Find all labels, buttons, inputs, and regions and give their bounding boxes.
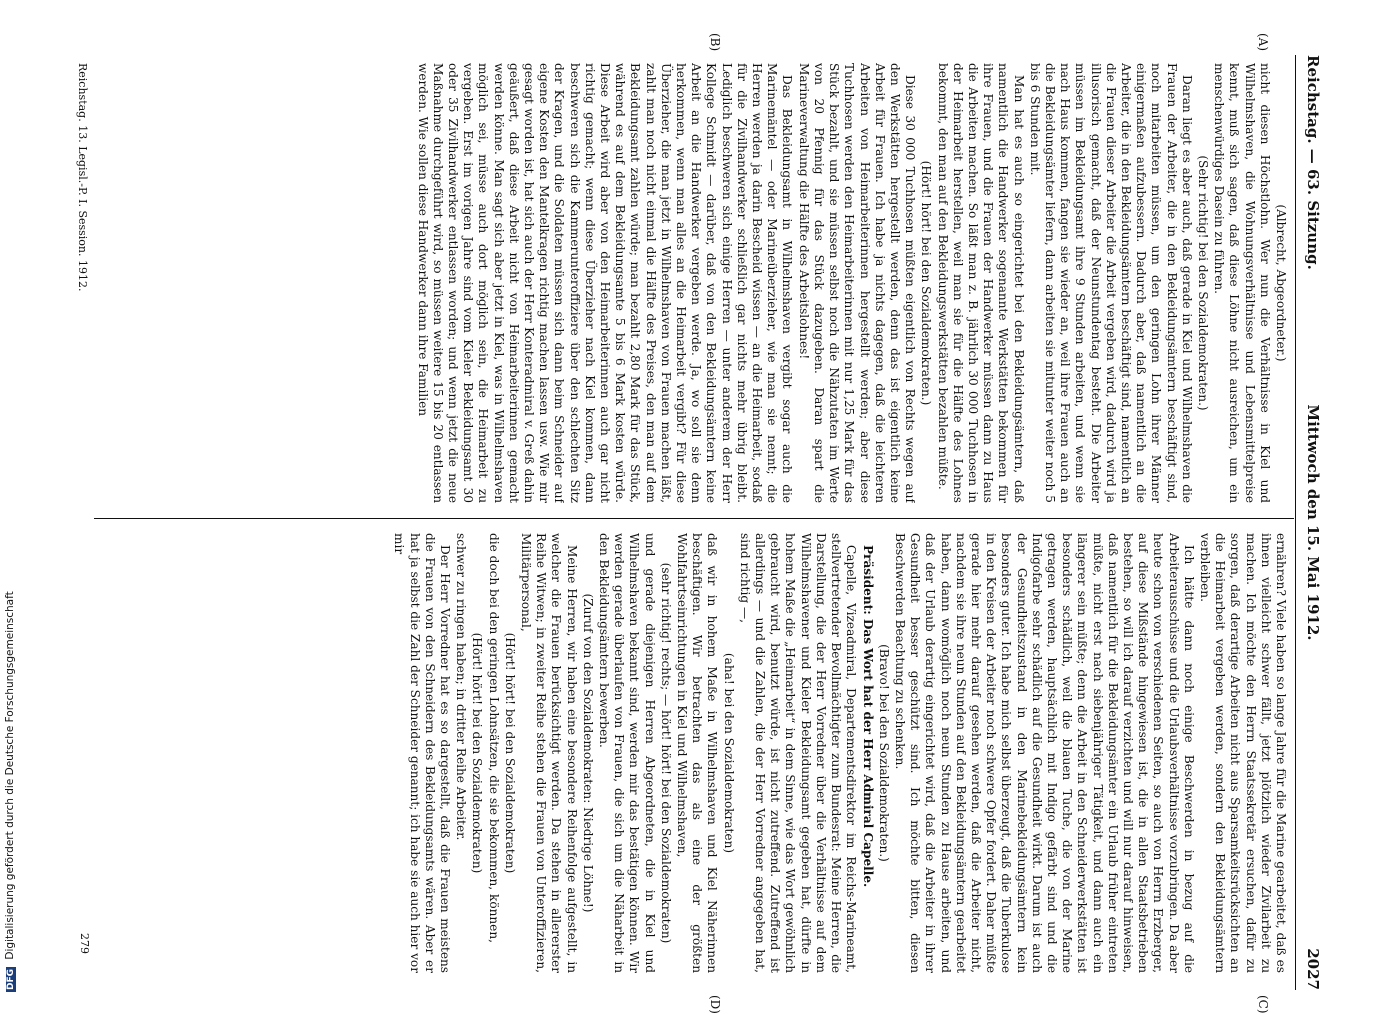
page-number: 279 bbox=[78, 933, 91, 954]
president-statement: Präsident: Das Wort hat der Herr Admiral Capelle. bbox=[860, 545, 875, 888]
paragraph: daß wir in hohem Maße in Wilhelmshaven und Kiel Näherinnen beschäftigen. Wir betrachten das als eine der größten Wohlfahrtseinrichtungen in Kiel und Wilhelmshaven, bbox=[675, 533, 720, 973]
left-column bbox=[93, 63, 1288, 503]
interjection: (Hört! hört! bei den Sozialdemokraten) bbox=[502, 632, 517, 874]
paragraph: Man hat es auch so eingerichtet bei den Bekleidungsämtern, daß namentlich die Handwerker sogenannte Werkstätten bekommen für ihre Frauen, und die Frauen der Handwerker müssen dann zu Haus die Arbeiten machen. So läßt man z. B. jährlich 30 000 Tuchhosen in der Heimarbeit herstellen, weil man sie für die Hälfte des Lohnes bekommt, den man auf den Bekleidungswerkstätten bezahlen müßte. bbox=[935, 63, 1026, 503]
paragraph: Der Herr Vorredner hat es so dargestellt, daß die Frauen meistens die Frauen von den Schneidern des Bekleidungsamts wären. Aber er hat ja selbst die Zahl der Schneider genannt; ich habe sie auch hier vor mir bbox=[392, 533, 453, 973]
interjection: (Sehr richtig! bei den Sozialdemokraten.) bbox=[1195, 155, 1210, 411]
header-date: Mittwoch den 15. Mai 1912. bbox=[1304, 404, 1322, 641]
interjection: (Hört! hört! bei den Sozialdemokraten) bbox=[470, 632, 485, 874]
paragraph: Meine Herren, wir haben eine besondere Reihenfolge aufgestellt, in welcher die Frauen berücksichtigt werden. Da stehen in allererster Reihe Witwen; in zweiter Reihe stehen die Frauen von Unteroffizieren, Militärpersonal, bbox=[519, 533, 579, 973]
header-session: Reichstag. — 63. Sitzung. bbox=[1304, 55, 1322, 270]
header-rule bbox=[1295, 55, 1296, 990]
paragraph: schwer zu ringen haben; in dritter Reihe Arbeiter. bbox=[454, 533, 469, 841]
paragraph: nicht diesen Höchstlohn. Wer nun die Verhältnisse in Kiel und Wilhelmshaven, die Wohnungsverhältnisse und Lebensmittelpreise kennt, muß sich sagen, daß diese Löhne nicht ausreichen, um ein menschenwürdiges Dasein zu führen. bbox=[1212, 63, 1272, 503]
interjection: (aha! bei den Sozialdemokraten) bbox=[721, 652, 736, 854]
interjection: (Hört! hört! bei den Sozialdemokraten.) bbox=[919, 160, 934, 406]
paragraph: die doch bei den geringen Lohnsätzen, die sie bekommen, können, bbox=[486, 533, 501, 943]
paragraph: und gerade diejenigen Herren Abgeordneten, die in Kiel und Wilhelmshaven bekannt sind, werden mir das bestätigen können. Wir werden gerade überlaufen von Frauen, die sich um die Näharbeit in den Bekleidungsämtern bewerben. bbox=[597, 533, 657, 973]
interjection: (Zuruf von den Sozialdemokraten: Niedrige Löhne!) bbox=[580, 593, 595, 913]
paragraph: Das Bekleidungsamt in Wilhelmshaven vergibt sogar auch die Marinemäntel — oder Marineüberzieher, wie man sie nennt; die Herren werden ja darin Bescheid wissen — an die Heimarbeit, sodaß für die Zivilhandwerker schließlich gar nichts mehr übrig bleibt. Lediglich beschweren sich einige Herren — unter anderem der Herr Kollege Schmidt — darüber, daß von den Bekleidungsämtern keine Arbeit an die Handwerker vergeben werde. Ja, wo soll sie denn herkommen, wenn man alles an die Heimarbeit vergibt? Für diese Überzieher, die man jetzt in Wilhelmshaven von Frauen machen läßt, zahlt man noch nicht einmal die Hälfte des Preises, den man auf dem Bekleidungsamt zahlen würde; man bezahlt 2,80 Mark für das Stück, während es auf dem Bekleidungsamte 5 bis 6 Mark kosten würde. Diese Arbeit wird aber von den Heimarbeiterinnen auch gar nicht richtig gemacht; wenn diese Überzieher nach Kiel kommen, dann beschweren sich die Kammerunteroffiziere über den schlechten Sitz der Kragen, und die Soldaten müssen sich dann beim Schneider auf eigene Kosten den Mantelkragen richtig machen lassen usw. Wie mir gesagt worden ist, hat sich auch der Herr Konteradmiral v. Greß dahin geäußert, daß diese Arbeit nicht von Heimarbeiterinnen gemacht werden könne. Man sagt sich aber jetzt in Kiel, was in Wilhelmshaven möglich sei, müsse auch dort möglich sein, die Heimarbeit zu vergeben. Erst im vorigen Jahre sind vom Kieler Bekleidungsamt 30 oder 35 Zivilhandwerker entlassen worden; und wenn jetzt die neue Maßnahme durchgeführt wird, so müssen weitere 15 bis 20 entlassen werden. Wie sollen diese Handwerker dann ihre Familien bbox=[415, 63, 795, 503]
paragraph: ernähren? Viele haben so lange Jahre für die Marine gearbeitet, daß es ihnen vielleicht schwer fällt, jetzt plötzlich wieder Zivilarbeit zu machen. Ich möchte den Herrn Staatssekretär ersuchen, dafür zu sorgen, daß derartige Arbeiten nicht aus Sparsamkeitsrücksichten an die Heimarbeit vergeben werden, sondern den Bekleidungsämtern verbleiben. bbox=[1197, 533, 1288, 973]
margin-mark-b: (B) bbox=[708, 33, 722, 52]
paragraph: Daran liegt es aber auch, daß gerade in Kiel und Wilhelmshaven die Frauen der Arbeiter, die in den Bekleidungsämtern beschäftigt sind, noch mitarbeiten müssen, um den geringen Lohn ihrer Männer einigermaßen aufzubessern. Dadurch aber, daß namentlich an die Arbeiter, die in den Bekleidungsämtern beschäftigt sind, namentlich an die Frauen dieser Arbeiter die Arbeit vergeben wird, dadurch wird ja illusorisch gemacht, daß der Neunstundentag besteht. Die Arbeiter müssen im Bekleidungsamt ihre 9 Stunden arbeiten, und wenn sie nach Haus kommen, fangen sie wieder an, weil ihre Frauen auch an die Bekleidungsämter liefern, dann arbeiten sie mitunter weiter noch 5 bis 6 Stunden mit. bbox=[1027, 63, 1194, 503]
paragraph: Diese 30 000 Tuchhosen müßten eigentlich von Rechts wegen auf den Werkstätten hergestellt werden, denn das ist eigentlich keine Arbeit für Frauen. Ich habe ja nichts dagegen, daß die leichteren Arbeiten von Heimarbeiterinnen hergestellt werden; aber diese Tuchhosen werden den Heimarbeiterinnen mit nur 1,25 Mark für das Stück bezahlt, und sie müssen selbst noch die Nähzutaten im Werte von 20 Pfennig für das Stück dazugeben. Daran spart die Marineverwaltung die Hälfte des Arbeitslohnes! bbox=[796, 63, 918, 503]
margin-mark-a: (A) bbox=[1256, 33, 1270, 52]
side-credit bbox=[4, 12, 18, 992]
speaker-tag: (Albrecht, Abgeordneter.) bbox=[1274, 204, 1288, 362]
interjection: (Bravo! bei den Sozialdemokraten.) bbox=[876, 644, 891, 862]
header-page-number: 2027 bbox=[1304, 948, 1322, 990]
right-column bbox=[93, 533, 1288, 973]
margin-mark-c: (C) bbox=[1256, 995, 1270, 1014]
document-page bbox=[74, 33, 1322, 1014]
credit-text: Digitalisierung gefördert durch die Deutsche Forschungsgemeinschaft bbox=[4, 591, 16, 960]
paragraph: Ich hätte dann noch einige Beschwerden in bezug auf die Arbeiterausschüsse und die Urlaubsverhältnisse vorzubringen. Da aber heute schon von verschiedenen Seiten, so auch von Herrn Erzberger, auf diese Mißstände hingewiesen ist, die in allen Staatsbetrieben bestehen, so will ich darauf verzichten und will nur darauf hinweisen, daß namentlich für die Bekleidungsämter ein Urlaub früher eintreten müßte, nicht erst nach siebenjähriger Tätigkeit, und dann auch ein längerer sein müßte; denn die Arbeit in den Schneiderwerkstätten ist besonders schädlich, weil die blauen Tuche, die von der Marine getragen werden, hauptsächlich mit Indigo gefärbt sind und die Indigofarbe sehr schädlich auf die Gesundheit wirkt. Darum ist auch der Gesundheitszustand in den Marinebekleidungsämtern kein besonders guter. Ich habe mich selbst überzeugt, daß die Tuberkulose in den Kreisen der Arbeiter noch schwere Opfer fordert. Daher müßte gerade hier mehr darauf gesehen werden, daß die Arbeiter nicht, nachdem sie ihre neun Stunden auf den Bekleidungsämtern gearbeitet haben, dann womöglich noch neun Stunden zu Hause arbeiten, und daß der Urlaub derartig eingerichtet wird, daß die Arbeiter in ihrer Gesundheit besser geschützt sind. Ich möchte bitten, diesen Beschwerden Beachtung zu schenken. bbox=[892, 533, 1196, 973]
page-footer: Reichstag. 13. Legisl.-P. I. Session. 1912. bbox=[76, 63, 89, 292]
paragraph: Capelle, Vizeadmiral, Departementsdirektor im Reichs-Marineamt, stellvertretender Bevollmächtigter zum Bundesrat: Meine Herren, die Darstellung, die der Herr Vorredner über die Verhältnisse auf dem Wilhelmshavener und Kieler Bekleidungsamt gegeben hat, dürfte in hohem Maße die „Heimarbeit“ in dem Sinne, wie das Wort gewöhnlich gebraucht wird, benutzt würde, ist nicht zutreffend. Zutreffend ist allerdings — und die Zahlen, die der Herr Vorredner angegeben hat, sind richtig —, bbox=[737, 533, 859, 973]
margin-mark-d: (D) bbox=[708, 995, 722, 1014]
dfg-logo: DFG bbox=[6, 968, 16, 990]
column-divider bbox=[94, 518, 1294, 519]
interjection: (sehr richtig! rechts; — hört! hört! bei den Sozialdemokraten) bbox=[658, 562, 673, 944]
page-header bbox=[1300, 55, 1322, 990]
